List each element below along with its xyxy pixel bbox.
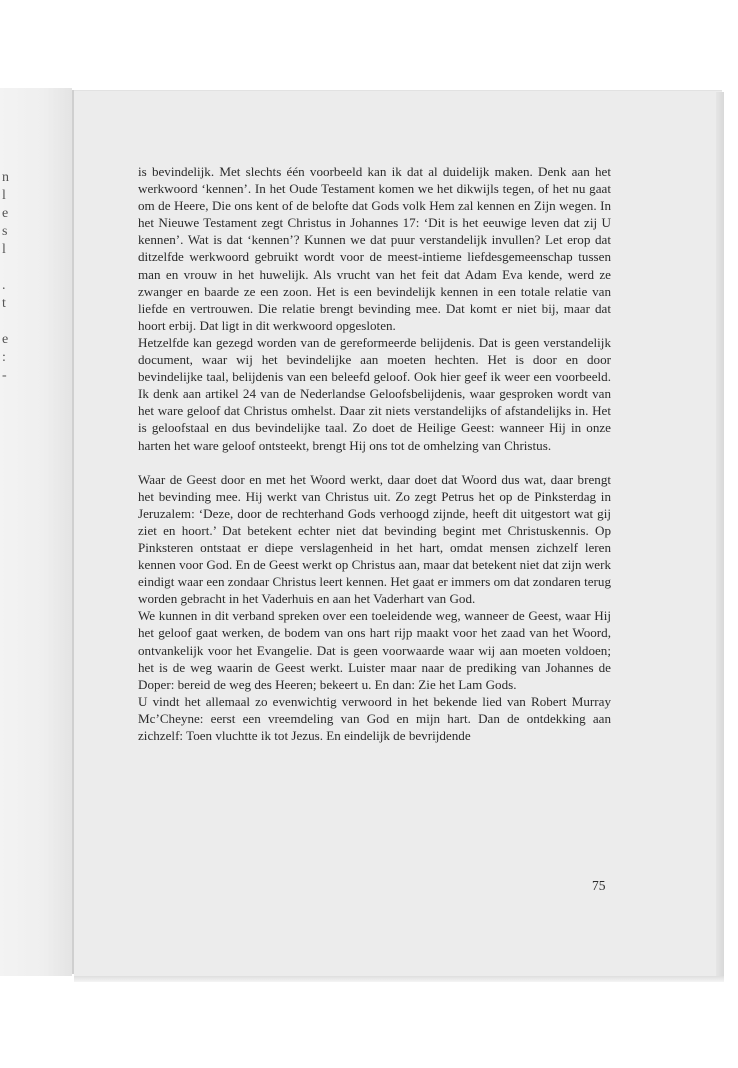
paragraph: is bevindelijk. Met slechts één voorbeeld kan ik dat al duidelijk maken. Denk aan het werkwoord ‘kennen’. In het Oude Testament komen we het dikwijls tegen, of het nu gaat om de Heere, Die ons kent of de belofte dat Gods volk Hem zal kennen en Zijn wegen. In het Nieuwe Testament zegt Christus in Johannes 17: ‘Dit is het eeuwige leven dat zij U kennen’. Wat is dat ‘kennen’? Kunnen we dat puur verstandelijk invullen? Let erop dat ditzelfde werkwoord gebruikt wordt voor de meest-intieme liefdesgemeenschap tussen man en vrouw in het huwelijk. Als vrucht van het feit dat Adam Eva kende, werd ze zwanger en baarde ze een zoon. Het is een bevindelijk kennen in een totale relatie van liefde en vertrouwen. Die relatie brengt bevinding mee. Dat komt er niet bij, maar dat hoort erbij. Dat ligt in dit werkwoord opgesloten. bbox=[138, 164, 611, 333]
margin-glyph: s bbox=[2, 224, 8, 239]
paragraph: U vindt het allemaal zo evenwichtig verwoord in het bekende lied van Robert Murray Mc’Cheyne: eerst een vreemdeling van God en mijn hart. Dan de ontdekking aan zichzelf: Toen vluchtte ik tot Jezus. En eindelijk de bevrijdende bbox=[138, 693, 611, 743]
paragraph: Hetzelfde kan gezegd worden van de gereformeerde belijdenis. Dat is geen verstandelijk document, waar wij het bevindelijke aan moeten hechten. Het is door en door bevindelijke taal, belijdenis van een beleefd geloof. Ook hier geef ik weer een voorbeeld. Ik denk aan artikel 24 van de Nederlandse Geloofsbelijdenis, waar gesproken wordt van het ware geloof dat Christus omhelst. Daar zit niets verstandelijks of afstandelijks in. Het is geloofstaal en dus bevindelijke taal. Zo doet de Heilige Geest: wanneer Hij in onze harten het ware geloof ontsteekt, brengt Hij ons tot de omhelzing van Christus. bbox=[138, 334, 611, 453]
left-page-edge bbox=[0, 88, 72, 976]
margin-glyph: e bbox=[2, 206, 9, 221]
page-bottom-edge bbox=[74, 976, 724, 982]
margin-glyph: : bbox=[2, 350, 6, 365]
margin-glyph: t bbox=[2, 296, 6, 311]
page-edge-shadow bbox=[716, 92, 724, 976]
margin-glyph: - bbox=[2, 368, 7, 383]
page-number: 75 bbox=[592, 878, 606, 893]
body-text bbox=[138, 163, 611, 744]
margin-glyph: n bbox=[2, 170, 9, 185]
paragraph: We kunnen in dit verband spreken over een toeleidende weg, wanneer de Geest, waar Hij het geloof gaat werken, de bodem van ons hart rijp maakt voor het zaad van het Woord, ontvankelijk voor het Evangelie. Dat is geen voorwaarde waar wij aan moeten voldoen; het is de weg waarin de Geest werkt. Luister maar naar de prediking van Johannes de Doper: bereid de weg des Heeren; bekeert u. En dan: Zie het Lam Gods. bbox=[138, 608, 611, 692]
paragraph: Waar de Geest door en met het Woord werkt, daar doet dat Woord dus wat, daar brengt het bevinding mee. Hij werkt van Christus uit. Zo zegt Petrus het op de Pinksterdag in Jeruzalem: ‘Deze, door de rechterhand Gods verhoogd zijnde, heeft dit uitgestort wat gij ziet en hoort.’ Dat betekent echter niet dat bevinding begint met Christuskennis. Op Pinksteren ontstaat er diepe verslagenheid in het hart, omdat mensen zichzelf leren kennen voor God. En de Geest werkt op Christus aan, maar dat betekent niet dat zijn werk eindigt waar een zondaar Christus leert kennen. Het gaat er immers om dat zondaren terug worden gebracht in het Vaderhuis en aan het Vaderhart van God. bbox=[138, 471, 612, 607]
margin-glyph: e bbox=[2, 332, 9, 347]
margin-glyph: l bbox=[2, 242, 6, 257]
margin-glyph: . bbox=[2, 278, 6, 293]
margin-glyph: l bbox=[2, 188, 6, 203]
